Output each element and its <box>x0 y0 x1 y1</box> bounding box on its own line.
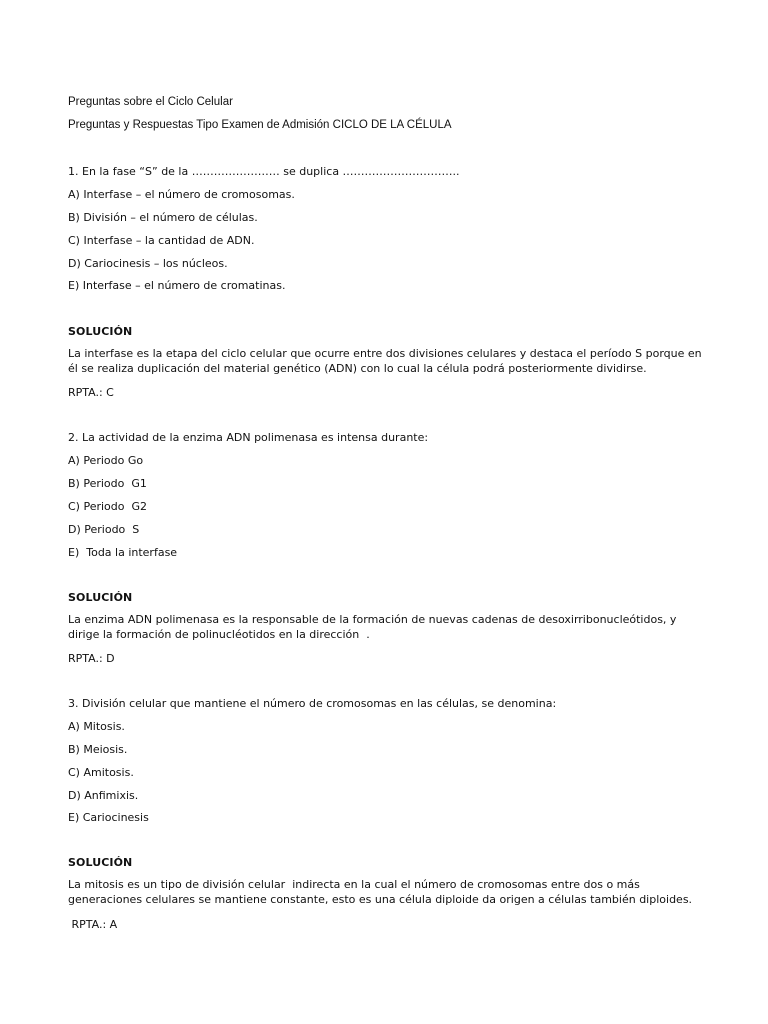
q1-option-e: E) Interfase – el número de cromatinas. <box>68 279 286 292</box>
q3-answer: RPTA.: A <box>68 918 118 931</box>
q1-solution-text: La interfase es la etapa del ciclo celular que ocurre entre dos divisiones celulares y destaca el período S porque en él se realiza duplicación del material genético (ADN) con lo cual la célula podrá posteriormente dividirse. <box>68 347 706 375</box>
q3-option-e: E) Cariocinesis <box>68 811 149 824</box>
q2-option-b: B) Periodo G1 <box>68 477 147 490</box>
q1-option-d: D) Cariocinesis – los núcleos. <box>68 257 228 270</box>
q3-option-a: A) Mitosis. <box>68 720 125 733</box>
q1-answer: RPTA.: C <box>68 386 114 399</box>
q3-solution-text: La mitosis es un tipo de división celular indirecta en la cual el número de cromosomas entre dos o más generaciones celulares se mantiene constante, esto es una célula diploide da origen a células también diploides. <box>68 878 693 906</box>
q2-solution-text: La enzima ADN polimenasa es la responsable de la formación de nuevas cadenas de desoxirribonucleótidos, y dirige la formación de polinucléotidos en la dirección . <box>68 613 680 641</box>
question-3: 3. División celular que mantiene el número de cromosomas en las células, se denomina: <box>68 697 557 710</box>
q2-option-d: D) Periodo S <box>68 523 140 536</box>
q1-option-a: A) Interfase – el número de cromosomas. <box>68 188 295 201</box>
q1-option-c: C) Interfase – la cantidad de ADN. <box>68 234 255 247</box>
question-2: 2. La actividad de la enzima ADN polimenasa es intensa durante: <box>68 431 429 444</box>
question-1: 1. En la fase “S” de la …………………… se duplica ………………………….. <box>68 165 460 178</box>
q1-solution-label: SOLUCIÓN <box>68 325 133 338</box>
q3-option-c: C) Amitosis. <box>68 766 134 779</box>
q3-solution-label: SOLUCIÓN <box>68 856 133 869</box>
q3-option-b: B) Meiosis. <box>68 743 128 756</box>
document-title: Preguntas sobre el Ciclo Celular <box>68 96 233 108</box>
q2-solution-label: SOLUCIÓN <box>68 591 133 604</box>
q3-option-d: D) Anfimixis. <box>68 789 139 802</box>
document-subtitle: Preguntas y Respuestas Tipo Examen de Admisión CICLO DE LA CÉLULA <box>68 119 452 131</box>
q2-answer: RPTA.: D <box>68 652 115 665</box>
q2-option-c: C) Periodo G2 <box>68 500 148 513</box>
q2-option-a: A) Periodo Go <box>68 454 144 467</box>
q2-option-e: E) Toda la interfase <box>68 546 178 559</box>
q1-option-b: B) División – el número de células. <box>68 211 258 224</box>
